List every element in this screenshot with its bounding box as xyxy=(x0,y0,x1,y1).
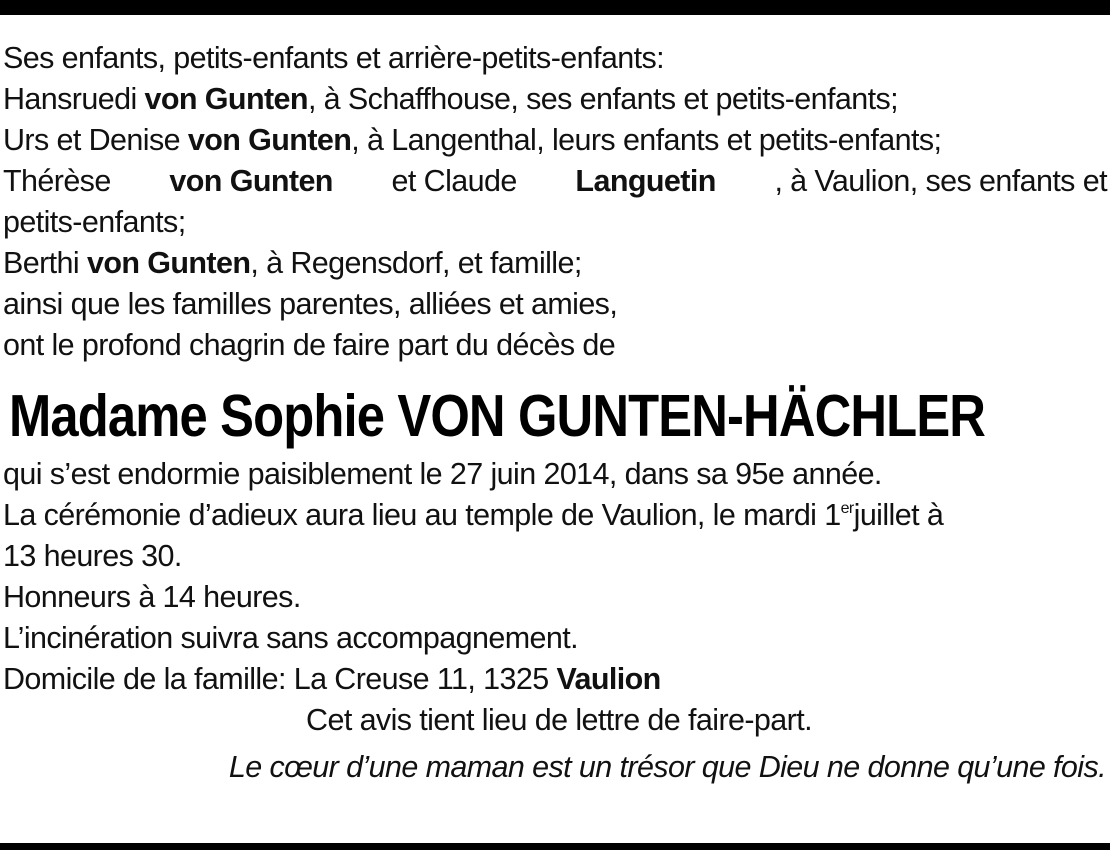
family-name-prefix: Berthi xyxy=(3,246,87,280)
address-text: Domicile de la famille: La Creuse 11, 1325 xyxy=(3,662,557,696)
family-surname-secondary: Languetin xyxy=(575,164,716,198)
family-line-berthi xyxy=(3,243,1107,284)
ceremony-text xyxy=(3,495,943,536)
family-location: , à Vaulion, ses enfants et xyxy=(774,164,1107,198)
family-line-therese xyxy=(3,161,1107,202)
ceremony-date-text: La cérémonie d’adieux aura lieu au temple de Vaulion, le mardi 1 xyxy=(3,498,841,532)
relatives-line: ainsi que les familles parentes, alliées et amies, xyxy=(3,287,618,321)
family-surname: von Gunten xyxy=(169,164,333,198)
family-surname: von Gunten xyxy=(144,82,308,116)
ceremony-time-line: 13 heures 30. xyxy=(3,539,182,573)
family-line-hansruedi xyxy=(3,79,1107,120)
address-town: Vaulion xyxy=(556,662,661,696)
family-surname: von Gunten xyxy=(86,246,251,280)
memorial-quote: Le cœur d’une maman est un trésor que Dieu ne donne qu’une fois. xyxy=(228,750,1106,784)
ceremony-line xyxy=(3,495,1107,536)
notice-statement-line: Cet avis tient lieu de lettre de faire-part. xyxy=(306,703,812,737)
family-line-therese-continuation: petits-enfants; xyxy=(3,205,186,239)
obituary-notice xyxy=(3,38,1107,788)
announcement-line: ont le profond chagrin de faire part du décès de xyxy=(3,328,616,362)
family-location: , à Langenthal, leurs enfants et petits-enfants; xyxy=(351,123,942,157)
ceremony-month-text: juillet à xyxy=(853,498,944,532)
intro-line: Ses enfants, petits-enfants et arrière-petits-enfants: xyxy=(3,41,664,75)
death-line: qui s’est endormie paisiblement le 27 juin 2014, dans sa 95e année. xyxy=(3,457,882,491)
family-location: , à Schaffhouse, ses enfants et petits-enfants; xyxy=(307,82,899,116)
incineration-line: L’incinération suivra sans accompagnement. xyxy=(3,621,578,655)
family-line-urs-denise xyxy=(3,120,1107,161)
deceased-name-heading: Madame Sophie VON GUNTEN-HÄCHLER xyxy=(9,383,986,449)
top-border-rule xyxy=(0,0,1110,15)
family-name-prefix: Thérèse xyxy=(3,164,111,198)
bottom-border-rule xyxy=(0,843,1110,850)
family-connector: et Claude xyxy=(391,164,517,198)
honours-line: Honneurs à 14 heures. xyxy=(3,580,301,614)
family-surname: von Gunten xyxy=(187,123,352,157)
address-line xyxy=(3,659,1107,700)
family-location: , à Regensdorf, et famille; xyxy=(250,246,582,280)
family-name-prefix: Hansruedi xyxy=(3,82,145,116)
family-name-prefix: Urs et Denise xyxy=(3,123,188,157)
ordinal-superscript: er xyxy=(840,500,854,517)
